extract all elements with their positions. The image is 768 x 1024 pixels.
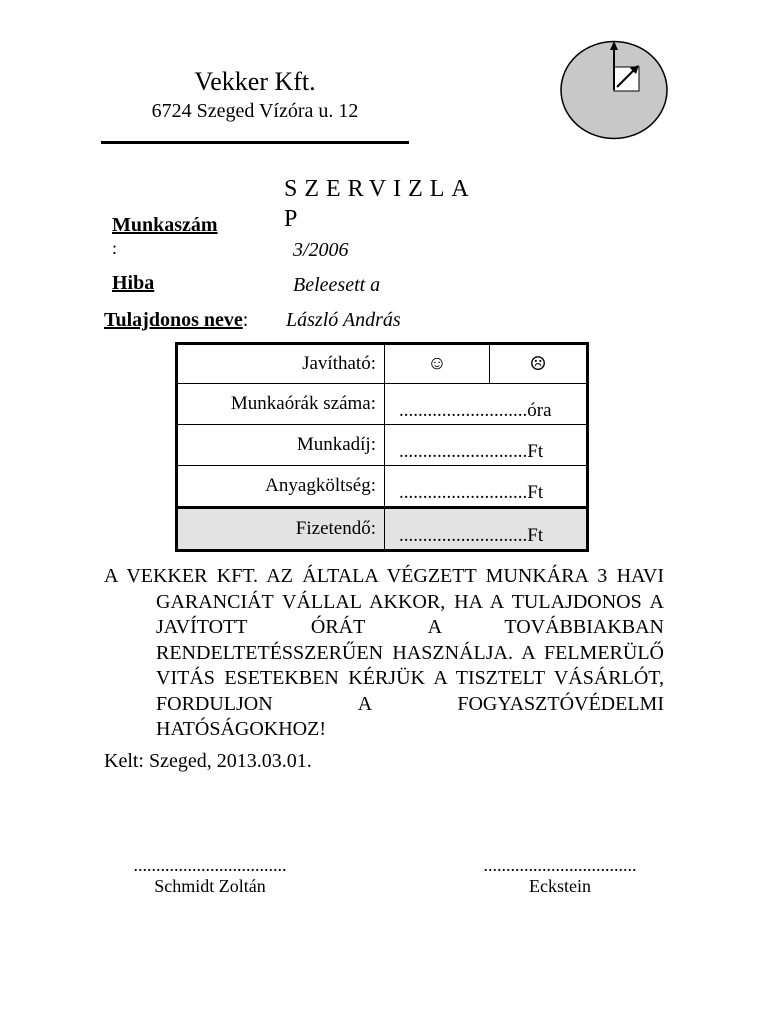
labor-fee-field[interactable]: ...........................Ft (385, 425, 588, 466)
table-row-total (177, 508, 588, 551)
left-signature-name: Schmidt Zoltán (154, 876, 266, 896)
warranty-paragraph: A VEKKER KFT. AZ ÁLTALA VÉGZETT MUNKÁRA 3 HAVI GARANCIÁT VÁLLAL AKKOR, HA A TULAJDONOS A JAVÍTOTT ÓRÁT A TOVÁBBIAKBAN RENDELTETÉSSZERŰEN HASZNÁLJA. A FELMERÜLŐ VITÁS ESETEKBEN KÉRJÜK A TISZTELT VÁSÁRLÓT, FORDULJON A FOGYASZTÓVÉDELMI HATÓSÁGOKHOZ! (104, 565, 664, 740)
owner-colon: : (242, 309, 249, 331)
owner-label: Tulajdonos neve (104, 309, 243, 331)
company-name: Vekker Kft. (194, 67, 316, 96)
table-row (177, 384, 588, 425)
fault-value: Beleesett a (293, 274, 381, 296)
smiley-icon[interactable]: ☺ (385, 344, 490, 384)
job-number-label: Munkaszám (112, 214, 218, 236)
owner-label-group (104, 309, 248, 332)
table-row (177, 466, 588, 508)
right-signature (460, 855, 660, 911)
document-title: SZERVIZLAP (284, 176, 476, 232)
left-signature (100, 855, 320, 911)
right-signature-name: Eckstein (529, 876, 591, 896)
labor-fee-label: Munkadíj: (177, 425, 385, 466)
owner-value: László András (286, 309, 401, 331)
work-hours-field[interactable]: ...........................óra (385, 384, 588, 425)
amount-due-label: Fizetendő: (177, 508, 385, 551)
table-row-repairable (177, 344, 588, 384)
left-signature-dots: .................................. (133, 855, 287, 875)
fault-label: Hiba (112, 272, 155, 294)
right-signature-dots: .................................. (483, 855, 637, 875)
repairable-label: Javítható: (177, 344, 385, 384)
service-table (175, 342, 589, 552)
material-cost-label: Anyagköltség: (177, 466, 385, 508)
company-address-wrapper (140, 98, 370, 136)
company-address: 6724 Szeged Vízóra u. 12 (151, 100, 359, 122)
clock-logo-icon (560, 40, 668, 140)
job-number-value: 3/2006 (293, 239, 349, 261)
material-cost-field[interactable]: ...........................Ft (385, 466, 588, 508)
table-row (177, 425, 588, 466)
work-hours-label: Munkaórák száma: (177, 384, 385, 425)
job-number-colon: : (112, 238, 118, 258)
date-line: Kelt: Szeged, 2013.03.01. (104, 750, 312, 772)
header-divider (101, 141, 409, 144)
frowny-icon[interactable]: ☹ (490, 344, 588, 384)
amount-due-field[interactable]: ...........................Ft (385, 508, 588, 551)
